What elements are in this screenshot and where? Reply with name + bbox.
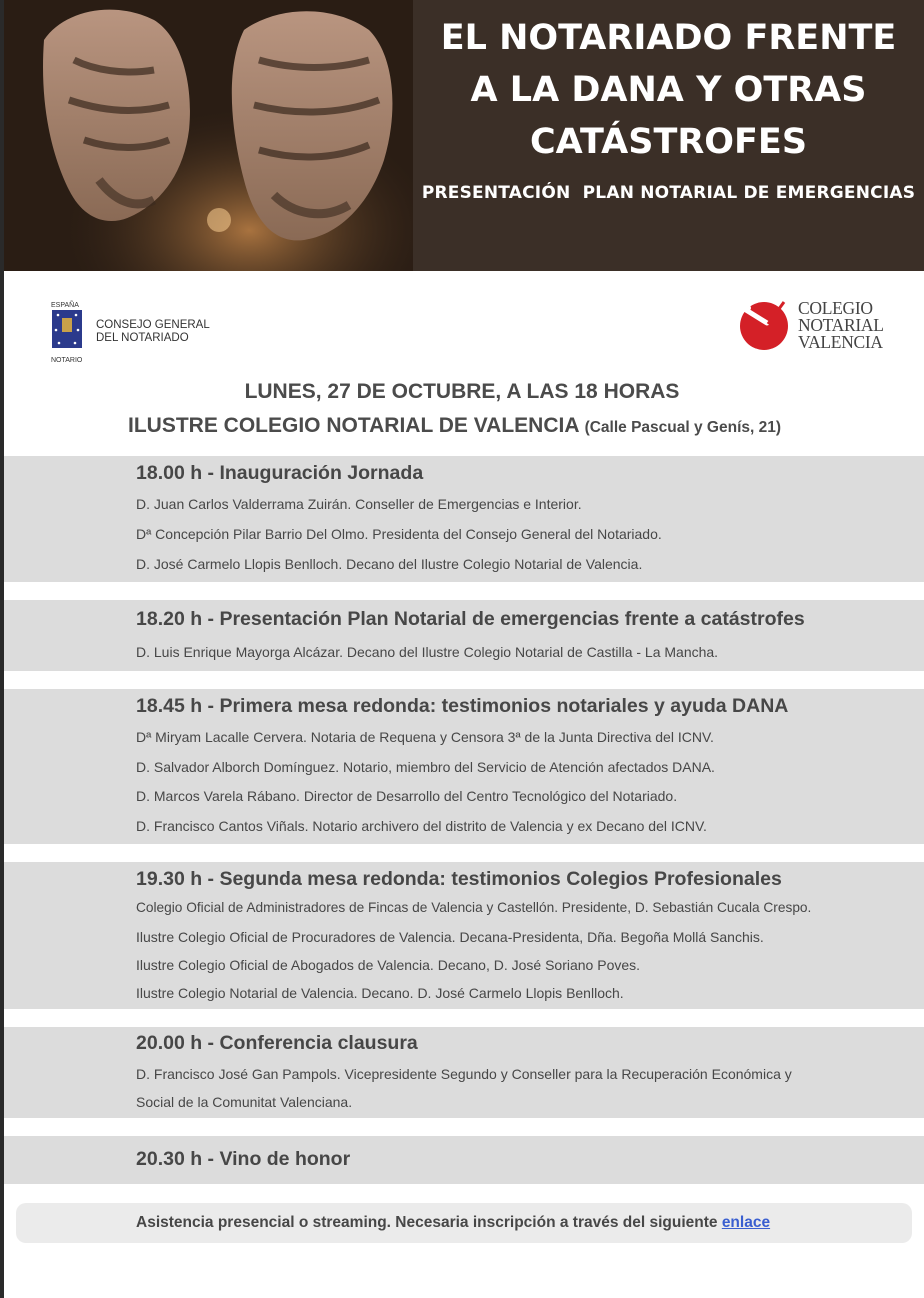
cnv-line-3: VALENCIA: [798, 331, 883, 352]
colegio-notarial-name: [798, 297, 884, 352]
schedule-speaker: D. Salvador Alborch Domínguez. Notario, miembro del Servicio de Atención afectados DANA.: [136, 759, 715, 775]
emblem-top-text: ESPAÑA: [51, 302, 79, 309]
schedule-block-segunda-mesa: [4, 862, 924, 1009]
consejo-line-1: CONSEJO GENERAL: [96, 319, 210, 331]
registration-text: [136, 1214, 770, 1232]
colegio-notarial-mark-icon: [740, 296, 790, 354]
schedule-speaker: Social de la Comunitat Valenciana.: [136, 1094, 353, 1110]
event-subtitle: PRESENTACIÓN PLAN NOTARIAL DE EMERGENCIAS: [421, 183, 916, 203]
schedule-speaker: D. José Carmelo Llopis Benlloch. Decano del Ilustre Colegio Notarial de Valencia.: [136, 556, 643, 572]
notariado-emblem-icon: [50, 300, 84, 364]
registration-message: Asistencia presencial o streaming. Necesaria inscripción a través del siguiente: [136, 1214, 722, 1231]
dirty-hands-photo: [4, 0, 413, 271]
schedule-title: 18.45 h - Primera mesa redonda: testimonios notariales y ayuda DANA: [136, 695, 789, 717]
schedule-speaker: Dª Miryam Lacalle Cervera. Notaria de Requena y Censora 3ª de la Junta Directiva del ICNV.: [136, 729, 714, 745]
schedule-block-presentacion: [4, 600, 924, 671]
schedule-speaker: Ilustre Colegio Oficial de Procuradores de Valencia. Decana-Presidenta, Dña. Begoña Mollá Sanchis.: [136, 929, 764, 945]
schedule-block-clausura: [4, 1027, 924, 1118]
schedule-block-vino: [4, 1136, 924, 1184]
colegio-notarial-valencia-logo: [740, 296, 884, 354]
schedule-title: 19.30 h - Segunda mesa redonda: testimonios Colegios Profesionales: [136, 868, 782, 890]
registration-notice: [16, 1203, 912, 1243]
schedule-speaker: D. Francisco José Gan Pampols. Vicepresidente Segundo y Conseller para la Recuperación Económica y: [136, 1066, 792, 1082]
schedule-speaker: Dª Concepción Pilar Barrio Del Olmo. Presidenta del Consejo General del Notariado.: [136, 526, 662, 542]
event-date: LUNES, 27 DE OCTUBRE, A LAS 18 HORAS: [244, 380, 680, 403]
hands-illustration: [4, 0, 413, 271]
consejo-line-2: DEL NOTARIADO: [96, 332, 189, 344]
header-banner: [4, 0, 924, 271]
consejo-general-name: [96, 319, 210, 345]
schedule-speaker: Colegio Oficial de Administradores de Fincas de Valencia y Castellón. Presidente, D. Sebastián Cucala Crespo.: [136, 900, 812, 915]
schedule-speaker: Ilustre Colegio Notarial de Valencia. Decano. D. José Carmelo Llopis Benlloch.: [136, 985, 624, 1001]
cnv-line-2: NOTARIAL: [798, 314, 884, 335]
schedule-title: 18.20 h - Presentación Plan Notarial de emergencias frente a catástrofes: [136, 608, 805, 630]
schedule-block-inauguracion: [4, 456, 924, 582]
event-venue: [128, 414, 781, 438]
schedule-block-primera-mesa: [4, 689, 924, 844]
schedule-speaker: D. Marcos Varela Rábano. Director de Desarrollo del Centro Tecnológico del Notariado.: [136, 788, 678, 804]
schedule-title: 18.00 h - Inauguración Jornada: [136, 462, 424, 484]
schedule-title: 20.30 h - Vino de honor: [136, 1148, 351, 1170]
schedule-speaker: Ilustre Colegio Oficial de Abogados de Valencia. Decano, D. José Soriano Poves.: [136, 957, 641, 973]
schedule-speaker: D. Francisco Cantos Viñals. Notario archivero del distrito de Valencia y ex Decano del ICNV.: [136, 818, 707, 834]
registration-link[interactable]: enlace: [721, 1214, 771, 1231]
cnv-line-1: COLEGIO: [798, 297, 873, 318]
schedule-speaker: D. Luis Enrique Mayorga Alcázar. Decano del Ilustre Colegio Notarial de Castilla - La Mancha.: [136, 644, 719, 660]
schedule-title: 20.00 h - Conferencia clausura: [136, 1032, 418, 1054]
emblem-bottom-text: NOTARIO: [51, 357, 83, 364]
banner-title-panel: [413, 0, 924, 271]
venue-name: ILUSTRE COLEGIO NOTARIAL DE VALENCIA: [128, 414, 579, 437]
venue-address: (Calle Pascual y Genís, 21): [584, 419, 782, 436]
schedule-speaker: D. Juan Carlos Valderrama Zuirán. Conseller de Emergencias e Interior.: [136, 496, 582, 512]
event-title: EL NOTARIADO FRENTE A LA DANA Y OTRAS CATÁSTROFES: [440, 18, 897, 162]
consejo-general-logo: [50, 300, 210, 364]
